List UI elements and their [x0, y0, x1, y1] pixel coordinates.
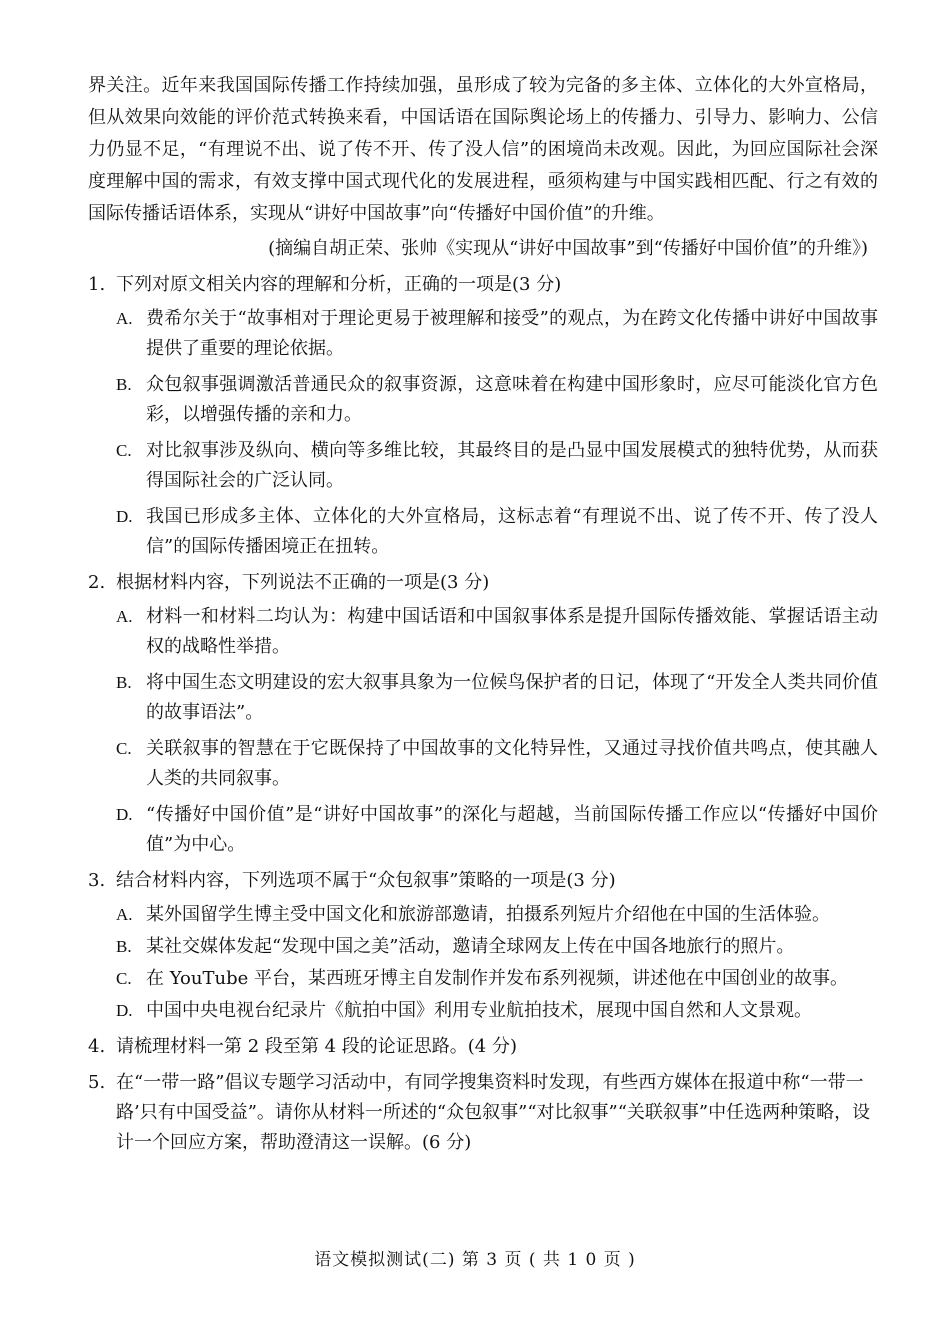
- option-letter: C.: [116, 969, 132, 988]
- option-letter: B.: [116, 375, 132, 394]
- question-text: 在“一带一路”倡议专题学习活动中，有同学搜集资料时发现，有些西方媒体在报道中称“一带一路’只有中国受益”。请你从材料一所述的“众包叙事”“对比叙事”“关联叙事”中任选两种策略，设计一个回应方案，帮助澄清这一误解。(6 分): [116, 1072, 871, 1153]
- option-d: [116, 996, 878, 1026]
- option-a: [116, 602, 878, 662]
- option-list: [116, 602, 878, 860]
- option-text: 某外国留学生博主受中国文化和旅游部邀请，拍摄系列短片介绍他在中国的生活体验。: [146, 904, 830, 925]
- option-text: 某社交媒体发起“发现中国之美”活动，邀请全球网友上传在中国各地旅行的照片。: [146, 936, 795, 957]
- option-c: [116, 734, 878, 794]
- question-stem: [88, 270, 878, 300]
- option-letter: C.: [116, 739, 132, 758]
- question-5: [88, 1068, 878, 1158]
- option-letter: D.: [116, 507, 133, 526]
- question-2: [88, 568, 878, 860]
- passage-paragraph: 界关注。近年来我国国际传播工作持续加强，虽形成了较为完备的多主体、立体化的大外宣格局，但从效果向效能的评价范式转换来看，中国话语在国际舆论场上的传播力、引导力、影响力、公信力仍显不足，“有理说不出、说了传不开、传了没人信”的困境尚未改观。因此，为回应国际社会深度理解中国的需求，有效支撑中国式现代化的发展进程，亟须构建与中国实践相匹配、行之有效的国际传播话语体系，实现从“讲好中国故事”向“传播好中国价值”的升维。: [88, 75, 878, 224]
- option-list: [116, 900, 878, 1026]
- question-stem: [88, 1068, 878, 1158]
- option-letter: B.: [116, 673, 132, 692]
- option-letter: D.: [116, 1001, 133, 1020]
- option-c: [116, 436, 878, 496]
- option-text: “传播好中国价值”是“讲好中国故事”的深化与超越，当前国际传播工作应以“传播好中国价值”为中心。: [146, 804, 878, 855]
- question-1: [88, 270, 878, 562]
- option-text: 费希尔关于“故事相对于理论更易于被理解和接受”的观点，为在跨文化传播中讲好中国故事提供了重要的理论依据。: [146, 308, 878, 359]
- option-letter: A.: [116, 905, 133, 924]
- exam-page: [88, 70, 878, 1158]
- option-text: 中国中央电视台纪录片《航拍中国》利用专业航拍技术，展现中国自然和人文景观。: [146, 1000, 812, 1021]
- question-list: [88, 270, 878, 1158]
- question-stem: [88, 568, 878, 598]
- option-d: [116, 800, 878, 860]
- passage-source: (摘编自胡正荣、张帅《实现从“讲好中国故事”到“传播好中国价值”的升维》): [268, 238, 868, 259]
- option-text: 关联叙事的智慧在于它既保持了中国故事的文化特异性，又通过寻找价值共鸣点，使其融人人类的共同叙事。: [146, 738, 878, 789]
- option-letter: C.: [116, 441, 132, 460]
- option-text: 将中国生态文明建设的宏大叙事具象为一位候鸟保护者的日记，体现了“开发全人类共同价值的故事语法”。: [146, 672, 878, 723]
- question-3: [88, 866, 878, 1026]
- question-number: 2.: [88, 572, 106, 593]
- question-stem: [88, 866, 878, 896]
- question-4: [88, 1032, 878, 1062]
- option-c: [116, 964, 878, 994]
- option-b: [116, 370, 878, 430]
- option-b: [116, 668, 878, 728]
- option-a: [116, 304, 878, 364]
- question-text: 下列对原文相关内容的理解和分析，正确的一项是(3 分): [116, 274, 562, 295]
- question-number: 1.: [88, 274, 106, 295]
- option-text: 对比叙事涉及纵向、横向等多维比较，其最终目的是凸显中国发展模式的独特优势，从而获得国际社会的广泛认同。: [146, 440, 878, 491]
- option-a: [116, 900, 878, 930]
- question-stem: [88, 1032, 878, 1062]
- question-number: 4.: [88, 1036, 106, 1057]
- option-letter: A.: [116, 309, 133, 328]
- option-letter: A.: [116, 607, 133, 626]
- option-text: 我国已形成多主体、立体化的大外宣格局，这标志着“有理说不出、说了传不开、传了没人信”的国际传播困境正在扭转。: [146, 506, 878, 557]
- question-text: 根据材料内容，下列说法不正确的一项是(3 分): [116, 572, 490, 593]
- option-letter: B.: [116, 937, 132, 956]
- question-number: 3.: [88, 870, 106, 891]
- question-number: 5.: [88, 1072, 106, 1093]
- option-b: [116, 932, 878, 962]
- question-text: 结合材料内容，下列选项不属于“众包叙事”策略的一项是(3 分): [116, 870, 616, 891]
- page-footer: 语文模拟测试(二) 第 3 页 ( 共 1 0 页 ): [314, 1250, 636, 1270]
- option-letter: D.: [116, 805, 133, 824]
- option-text: 众包叙事强调激活普通民众的叙事资源，这意味着在构建中国形象时，应尽可能淡化官方色彩，以增强传播的亲和力。: [146, 374, 878, 425]
- option-text: 在 YouTube 平台，某西班牙博主自发制作并发布系列视频，讲述他在中国创业的故事。: [146, 968, 848, 989]
- option-list: [116, 304, 878, 562]
- option-text: 材料一和材料二均认为：构建中国话语和中国叙事体系是提升国际传播效能、掌握话语主动权的战略性举措。: [146, 606, 878, 657]
- question-text: 请梳理材料一第 2 段至第 4 段的论证思路。(4 分): [116, 1036, 518, 1057]
- option-d: [116, 502, 878, 562]
